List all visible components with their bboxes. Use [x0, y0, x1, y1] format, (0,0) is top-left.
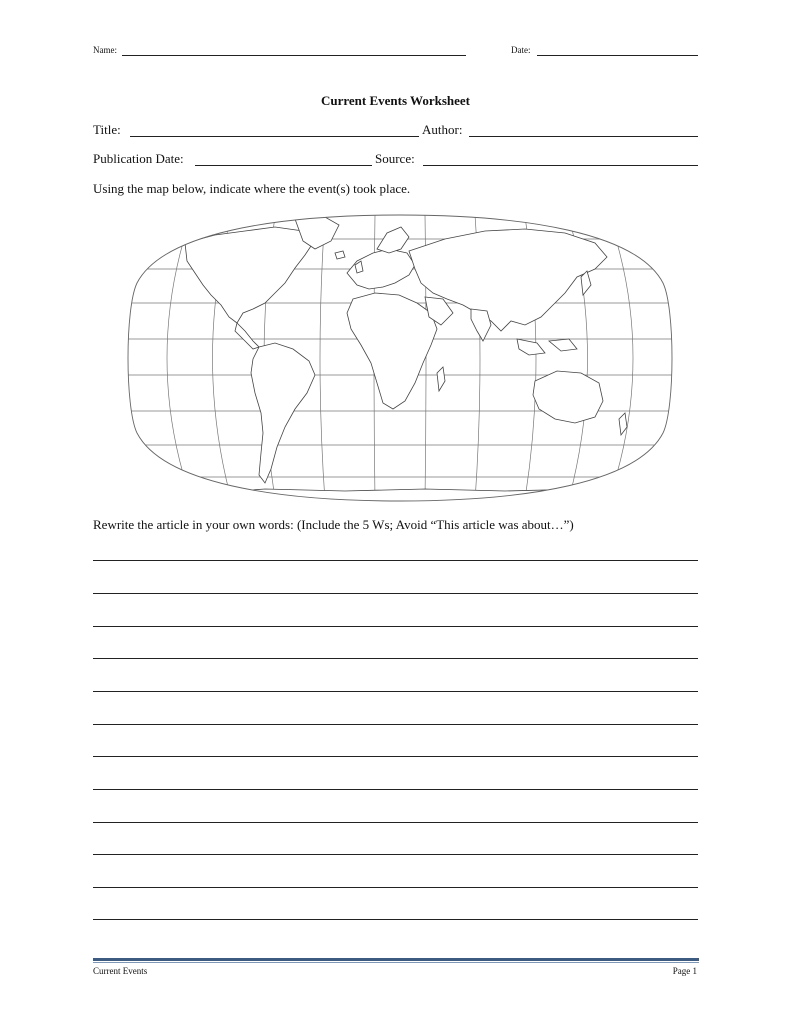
writing-line[interactable]: [93, 756, 698, 757]
source-label: Source:: [375, 151, 415, 166]
footer-rule: [93, 958, 699, 961]
title-label: Title:: [93, 122, 121, 137]
title-field[interactable]: [130, 136, 419, 137]
author-field[interactable]: [469, 136, 698, 137]
writing-line[interactable]: [93, 658, 698, 659]
publication-date-field[interactable]: [195, 165, 372, 166]
writing-line[interactable]: [93, 887, 698, 888]
source-field[interactable]: [423, 165, 698, 166]
writing-line[interactable]: [93, 919, 698, 920]
name-label: Name:: [93, 45, 117, 55]
author-label: Author:: [422, 122, 463, 137]
rewrite-instruction: Rewrite the article in your own words: (Include the 5 Ws; Avoid “This article was about…”): [93, 517, 574, 532]
date-label: Date:: [511, 45, 531, 55]
worksheet-title: Current Events Worksheet: [320, 93, 471, 108]
writing-line[interactable]: [93, 789, 698, 790]
date-field[interactable]: [537, 55, 698, 56]
writing-line[interactable]: [93, 626, 698, 627]
name-field[interactable]: [122, 55, 466, 56]
writing-line[interactable]: [93, 691, 698, 692]
world-map-icon[interactable]: [125, 213, 675, 503]
writing-line[interactable]: [93, 593, 698, 594]
writing-line[interactable]: [93, 854, 698, 855]
page-number: Page 1: [672, 966, 697, 976]
publication-date-label: Publication Date:: [93, 151, 184, 166]
map-instruction: Using the map below, indicate where the event(s) took place.: [93, 181, 411, 196]
writing-line[interactable]: [93, 724, 698, 725]
writing-line[interactable]: [93, 560, 698, 561]
writing-line[interactable]: [93, 822, 698, 823]
footer-left-text: Current Events: [93, 966, 148, 976]
footer-rule-thin: [93, 962, 699, 963]
